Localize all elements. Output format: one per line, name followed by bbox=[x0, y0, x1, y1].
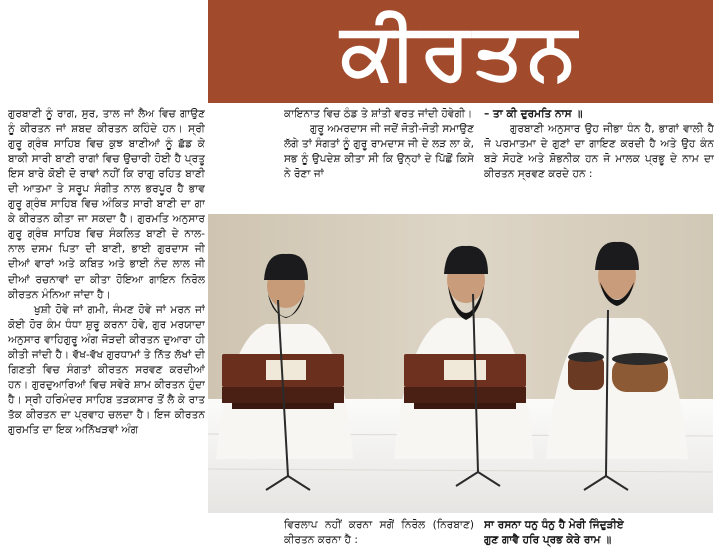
col3b-verse-line-1: ਸਾ ਰਸਨਾ ਧਨੁ ਧੰਨੁ ਹੈ ਮੇਰੀ ਜਿੰਦੁੜੀਏ bbox=[484, 519, 624, 531]
col2-paragraph-2: ਗੁਰੂ ਅਮਰਦਾਸ ਜੀ ਜਦੋਂ ਜੋਤੀ-ਜੋਤੀ ਸਮਾਉਣ ਲੱਗੇ ਤਾਂ ਸੰਗਤਾਂ ਨੂੰ ਗੁਰੂ ਰਾਮਦਾਸ ਜੀ ਦੇ ਲੜ ਲਾ ਕੇ, ਸਭ ਨੂੰ ਉਪਦੇਸ਼ ਕੀਤਾ ਸੀ ਕਿ ਉਨ੍ਹਾਂ ਦੇ ਪਿੱਛੋਂ ਕਿਸੇ ਨੇ ਰੋਣਾ ਜਾਂ bbox=[284, 123, 474, 181]
article-column-2-continued bbox=[284, 518, 474, 556]
article-column-2 bbox=[284, 107, 474, 211]
article-column-1 bbox=[8, 107, 205, 556]
harmonium-center bbox=[404, 354, 526, 409]
article-column-3-continued bbox=[484, 518, 714, 556]
article-column-3 bbox=[484, 107, 714, 211]
col1-paragraph-2: ਖੁਸ਼ੀ ਹੋਵੇ ਜਾਂ ਗਮੀ, ਜੰਮਣ ਹੋਵੇ ਜਾਂ ਮਰਨ ਜਾਂ ਕੋਈ ਹੋਰ ਕੰਮ ਧੰਧਾ ਸ਼ੁਰੂ ਕਰਨਾ ਹੋਵੇ, ਗੁਰ ਮਰਯਾਦਾ ਅਨੁਸਾਰ ਵਾਹਿਗੁਰੂ ਅੰਗ ਜੋੜਦੀ ਕੀਰਤਨ ਦੁਆਰਾ ਹੀ ਕੀਤੀ ਜਾਂਦੀ ਹੈ। ਵੱਖ-ਵੱਖ ਗੁਰਧਾਮਾਂ ਤੇ ਨਿੱਤ ਲੱਖਾਂ ਦੀ ਗਿਣਤੀ ਵਿਚ ਸੰਗਤਾਂ ਕੀਰਤਨ ਸਰਵਣ ਕਰਦੀਆਂ ਹਨ। ਗੁਰਦੁਆਰਿਆਂ ਵਿਚ ਸਵੇਰੇ ਸ਼ਾਮ ਕੀਰਤਨ ਹੁੰਦਾ ਹੈ। ਸ੍ਰੀ ਹਰਿਮੰਦਰ ਸਾਹਿਬ ਤੜਕਸਾਰ ਤੋਂ ਲੈ ਕੇ ਰਾਤ ਤੱਕ ਕੀਰਤਨ ਦਾ ਪ੍ਰਵਾਹ ਚਲਦਾ ਹੈ। ਇਜ ਕੀਰਤਨ ਗੁਰਮਤਿ ਦਾ ਇਕ ਅਨਿੱਖੜਵਾਂ ਅੰਗ bbox=[8, 303, 205, 436]
col3b-verse-line-2: ਗੁਣ ਗਾਵੈ ਹਰਿ ਪ੍ਰਭ ਕੇਰੇ ਰਾਮ ॥ bbox=[484, 534, 612, 547]
col2-paragraph-1: ਕਾਇਨਾਤ ਵਿਚ ਠੰਡ ਤੇ ਸ਼ਾਂਤੀ ਵਰਤ ਜਾਂਦੀ ਹੋਵੇਗੀ। bbox=[284, 108, 473, 120]
tabla bbox=[568, 352, 668, 392]
kirtan-photo bbox=[208, 214, 713, 513]
title-banner bbox=[208, 0, 713, 103]
col3-quote-line: – ਤਾ ਕੀ ਦੁਰਮਤਿ ਨਾਸ ॥ bbox=[484, 108, 583, 120]
col1-paragraph-1: ਗੁਰਬਾਣੀ ਨੂੰ ਰਾਗ, ਸੁਰ, ਤਾਲ ਜਾਂ ਲੈਅ ਵਿਚ ਗਾਉਣ ਨੂੰ ਕੀਰਤਨ ਜਾਂ ਸ਼ਬਦ ਕੀਰਤਨ ਕਹਿੰਦੇ ਹਨ। ਸ੍ਰੀ ਗੁਰੂ ਗ੍ਰੰਥ ਸਾਹਿਬ ਵਿਚ ਕੁਝ ਬਾਣੀਆਂ ਨੂੰ ਛੱਡ ਕੇ ਬਾਕੀ ਸਾਰੀ ਬਾਣੀ ਰਾਗਾਂ ਵਿਚ ਉਚਾਰੀ ਹੋਈ ਹੈ ਪ੍ਰਤੂ ਇਸ ਬਾਰੇ ਕੋਈ ਦੋ ਰਾਵਾਂ ਨਹੀਂ ਕਿ ਰਾਗੁ ਰਹਿਤ ਬਾਣੀ ਦੀ ਆਤਮਾ ਤੇ ਸਰੂਪ ਸੰਗੀਤ ਨਾਲ ਭਰਪੂਰ ਹੈ ਭਾਵ ਗੁਰੂ ਗ੍ਰੰਥ ਸਾਹਿਬ ਵਿਚ ਅੰਕਿਤ ਸਾਰੀ ਬਾਣੀ ਦਾ ਗਾ ਕੇ ਕੀਰਤਨ ਕੀਤਾ ਜਾ ਸਕਦਾ ਹੈ। ਗੁਰਮਤਿ ਅਨੁਸਾਰ ਗੁਰੂ ਗ੍ਰੰਥ ਸਾਹਿਬ ਵਿਚ ਸੰਕਲਿਤ ਬਾਣੀ ਦੇ ਨਾਲ-ਨਾਲ ਦਸਮ ਪਿਤਾ ਦੀ ਬਾਣੀ, ਭਾਈ ਗੁਰਦਾਸ ਜੀ ਦੀਆਂ ਵਾਰਾਂ ਅਤੇ ਕਬਿਤ ਅਤੇ ਭਾਈ ਨੰਦ ਲਾਲ ਜੀ ਦੀਆਂ ਰਚਨਾਵਾਂ ਦਾ ਕੀਤਾ ਹੋਇਆ ਗਾਇਨ ਨਿਰੋਲ ਕੀਰਤਨ ਮੰਨਿਆ ਜਾਂਦਾ ਹੈ। bbox=[8, 108, 205, 301]
banner-title: ਕੀਰਤਨ bbox=[340, 6, 581, 97]
col2b-paragraph: ਵਿਰਲਾਪ ਨਹੀਂ ਕਰਨਾ ਸਗੋਂ ਨਿਰੋਲ (ਨਿਰਬਾਣ) ਕੀਰਤਨ ਕਰਨਾ ਹੈ : bbox=[284, 519, 474, 547]
col3-paragraph-1: ਗੁਰਬਾਣੀ ਅਨੁਸਾਰ ਉਹ ਜੀਭਾ ਧੰਨ ਹੈ, ਭਾਗਾਂ ਵਾਲੀ ਹੈ ਜੋ ਪਰਮਾਤਮਾ ਦੇ ਗੁਣਾਂ ਦਾ ਗਾਇਣ ਕਰਦੀ ਹੈ ਅਤੇ ਉਹ ਕੰਨ ਬੜੇ ਸੋਹਣੇ ਅਤੇ ਸ਼ੋਭਨੀਕ ਹਨ ਜੋ ਮਾਲਕ ਪ੍ਰਭੂ ਦੇ ਨਾਮ ਦਾ ਕੀਰਤਨ ਸ੍ਰਵਣ ਕਰਦੇ ਹਨ : bbox=[484, 123, 714, 181]
